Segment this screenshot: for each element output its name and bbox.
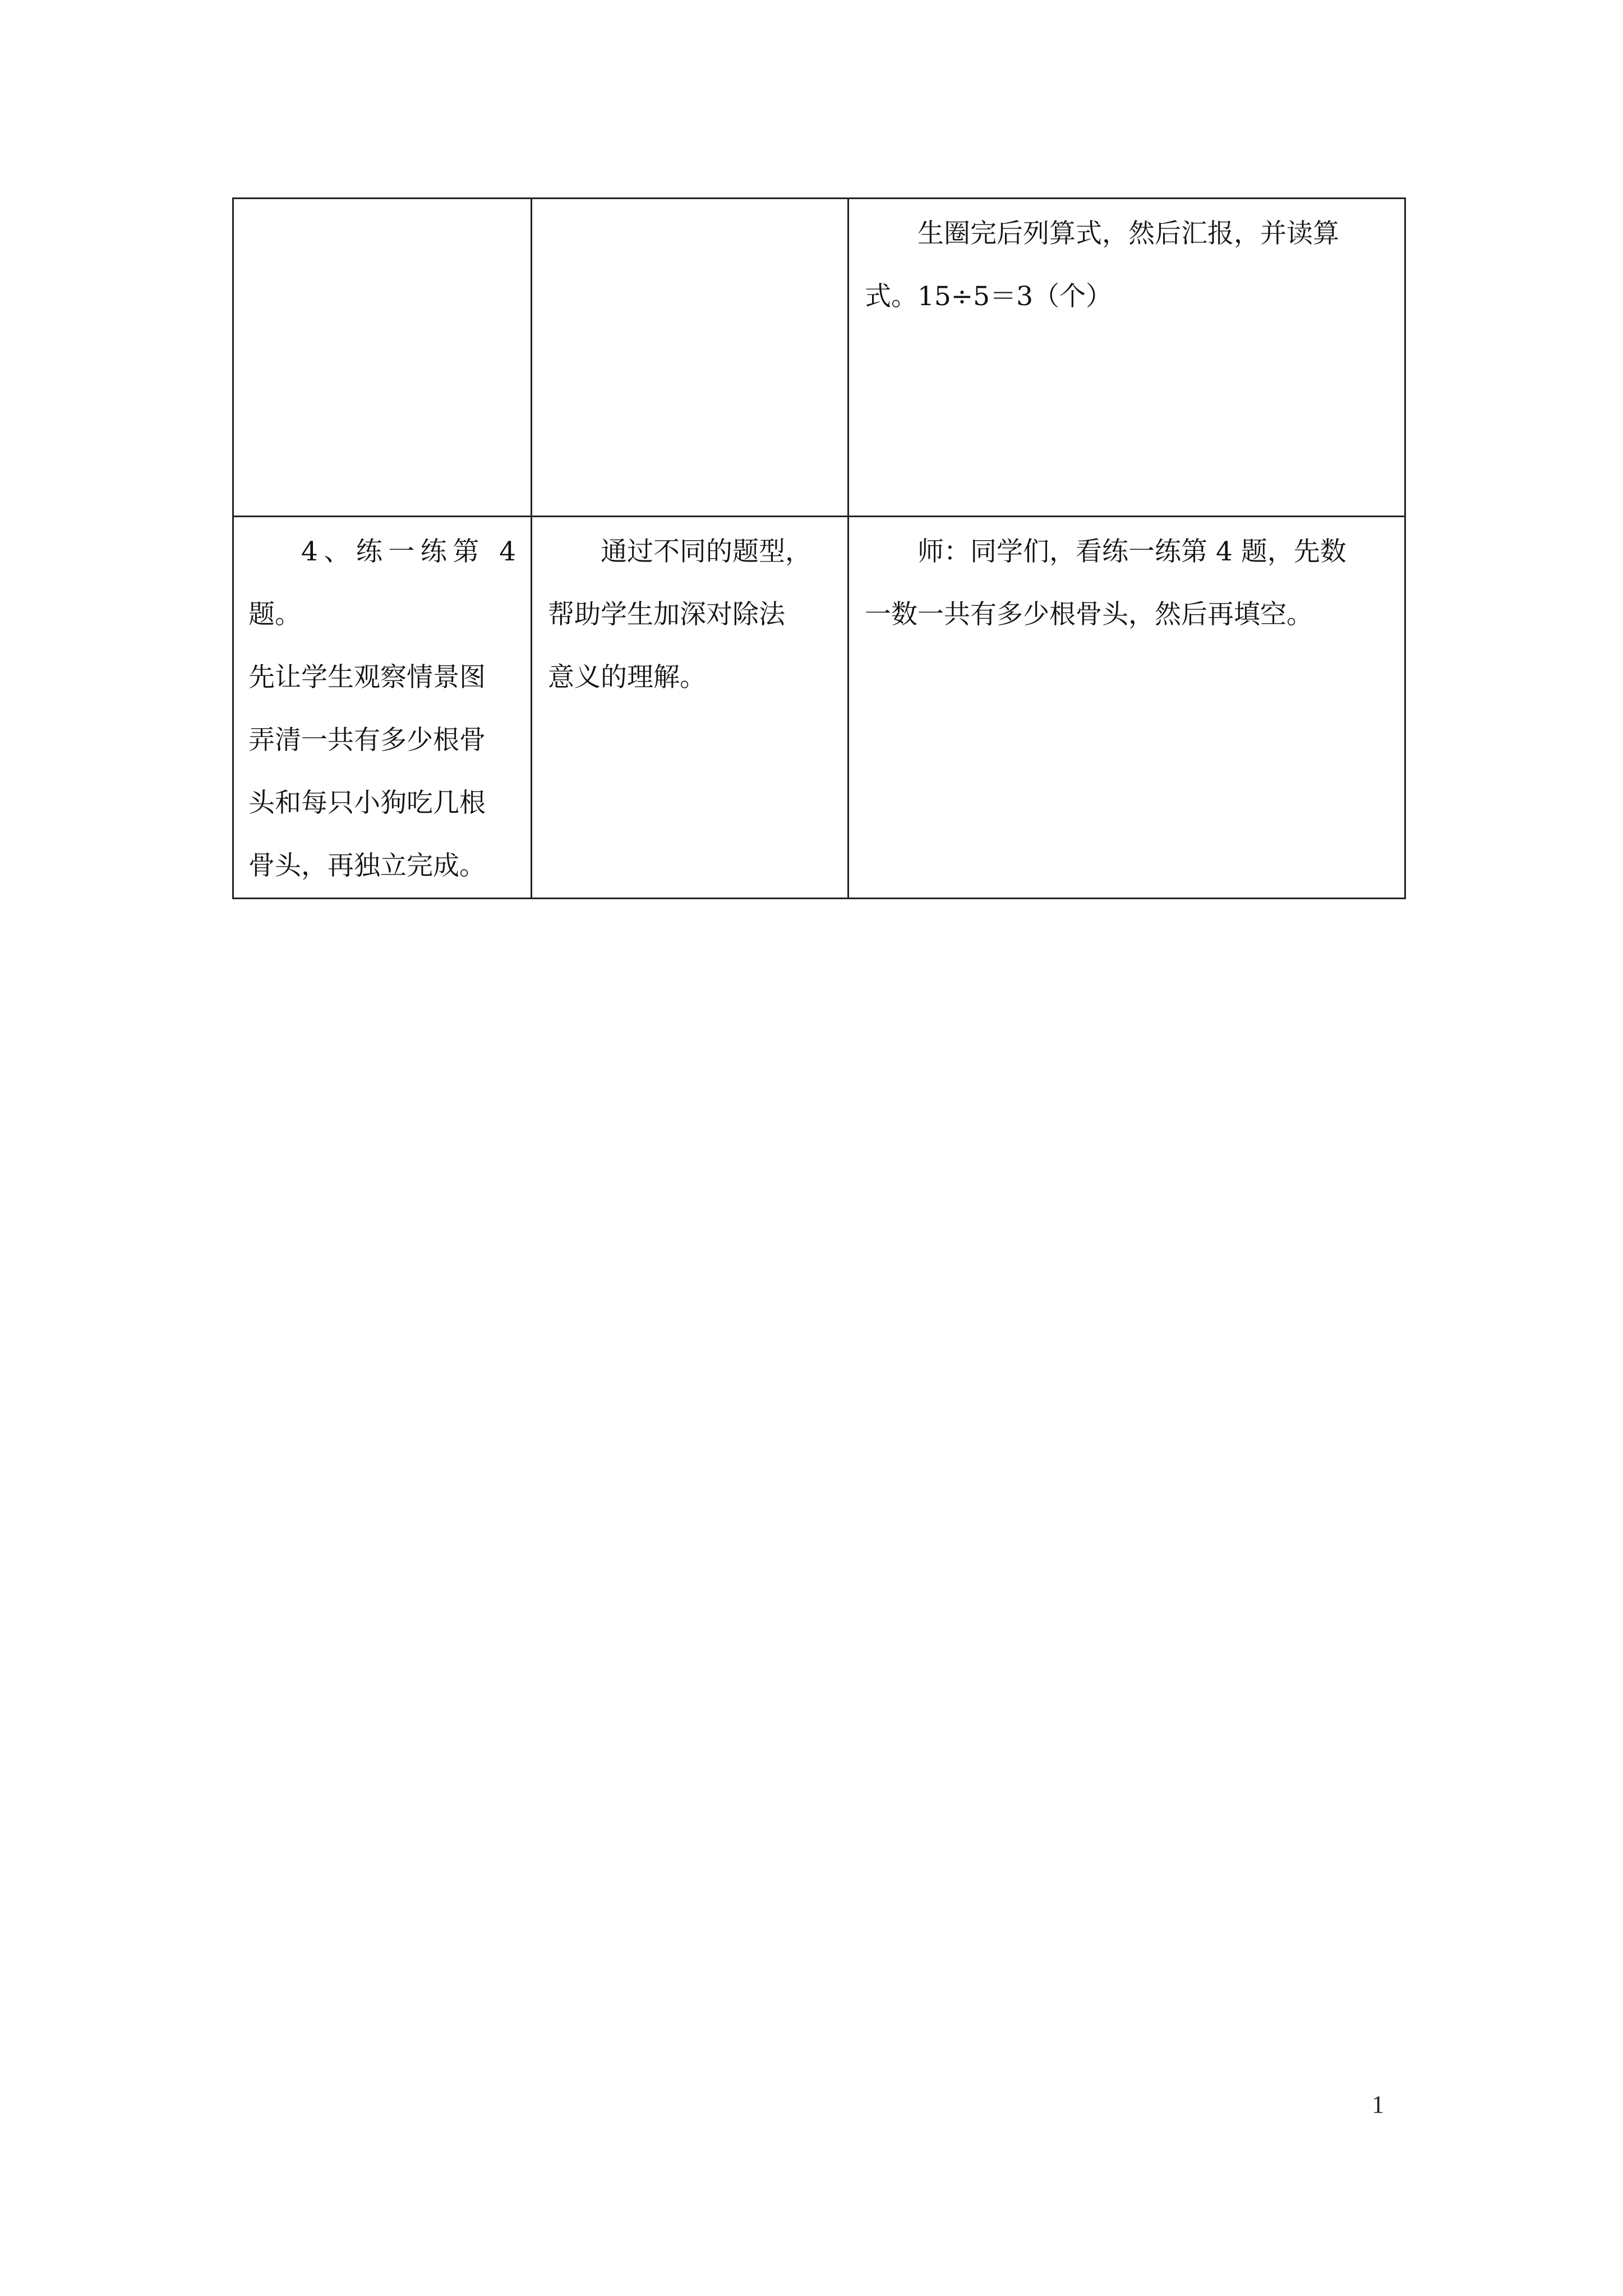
page-number: 1: [1372, 2091, 1384, 2118]
text-line: 一数一共有多少根骨头，然后再填空。: [865, 599, 1313, 630]
text-line: 师：同学们，看练一练第 4 题，先数: [917, 536, 1347, 567]
cell-paragraph: [234, 517, 531, 898]
cell-paragraph: [532, 517, 847, 709]
table-cell-activity: [233, 517, 532, 899]
lesson-plan-table: [232, 197, 1406, 899]
text-line: 头和每只小狗吃几根: [248, 788, 486, 818]
text-line: 弄清一共有多少根骨: [248, 725, 486, 756]
text-line: 先让学生观察情景图: [248, 662, 486, 693]
text-line: 通过不同的题型，: [601, 536, 811, 567]
table-cell-purpose-empty: [532, 199, 849, 517]
cell-paragraph: [849, 517, 1404, 646]
table-cell-activity-empty: [233, 199, 532, 517]
table-row: [233, 199, 1405, 517]
cell-paragraph: [849, 199, 1404, 328]
text-line: 4、练一练第 4 题。: [248, 536, 516, 630]
text-line: 骨头，再独立完成。: [248, 850, 486, 881]
table-cell-process: [849, 517, 1405, 899]
text-line: 帮助学生加深对除法: [548, 599, 785, 630]
text-line: 生圈完后列算式，然后汇报，并读算: [917, 218, 1339, 249]
table-cell-purpose: [532, 517, 849, 899]
text-line: 意义的理解。: [548, 662, 706, 693]
text-line: 式。15÷5＝3（个）: [865, 281, 1112, 312]
table-row: [233, 517, 1405, 899]
table-cell-process: [849, 199, 1405, 517]
